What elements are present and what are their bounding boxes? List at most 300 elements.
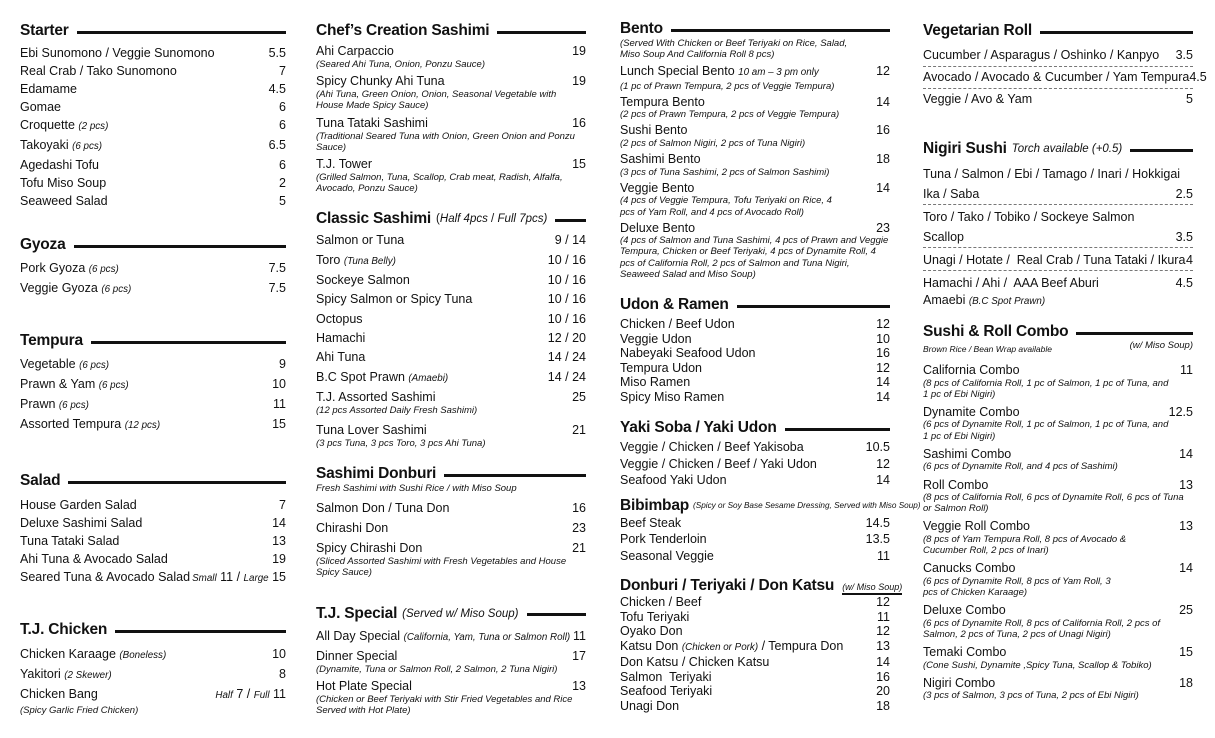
item-description: (12 pcs Assorted Daily Fresh Sashimi) xyxy=(316,404,478,416)
item-price: 4.5 xyxy=(1189,70,1207,84)
item-description: (6 pcs of Dynamite Roll, and 4 pcs of Sashimi) xyxy=(923,461,1118,473)
item-price: 10 xyxy=(272,377,286,391)
item-price: 6.5 xyxy=(268,138,286,152)
item-price: 11 xyxy=(220,570,234,584)
item-note: (Boneless) xyxy=(119,650,167,661)
item-description: (Chicken or Beef Teriyaki with Stir Fried Vegetables and Rice Served with Hot Plate) xyxy=(316,693,573,717)
item-description: (3 pcs Tuna, 3 pcs Toro, 3 pcs Ahi Tuna) xyxy=(316,438,486,449)
section-subtitle: Brown Rice / Bean Wrap available xyxy=(923,344,1052,354)
item-price: 12 xyxy=(876,456,890,471)
section-header xyxy=(923,140,1193,158)
item-name: Veggie Gyoza xyxy=(20,281,98,295)
item-name: Tuna Lover Sashimi xyxy=(316,423,427,437)
item-name: Cucumber / Asparagus / Oshinko / Kanpyo xyxy=(923,48,1160,62)
item-price: 7.5 xyxy=(268,261,286,275)
section-rule xyxy=(671,29,890,32)
section-rule xyxy=(74,245,286,248)
size-label: Small xyxy=(192,573,217,584)
item-note: (Tuna Belly) xyxy=(343,255,396,267)
item-price: 13 xyxy=(876,638,890,653)
menu-item xyxy=(20,136,286,156)
item-price: 14 xyxy=(1179,446,1193,461)
item-name: Katsu Don xyxy=(620,638,679,653)
item-note: (6 pcs) xyxy=(79,360,110,371)
menu-item xyxy=(20,156,286,174)
menu-item xyxy=(20,514,286,532)
item-name: Seaweed Salad xyxy=(20,194,108,208)
menu-item xyxy=(20,645,286,665)
item-note: (12 pcs) xyxy=(124,420,161,431)
price-separator: / xyxy=(246,687,251,701)
menu-item xyxy=(20,532,286,550)
menu-item xyxy=(923,603,1193,640)
item-note: (2 Skewer) xyxy=(64,670,112,681)
menu-item xyxy=(20,395,286,415)
menu-item xyxy=(620,472,890,489)
item-price: 7 xyxy=(279,498,286,512)
item-price: 6 xyxy=(279,100,286,114)
section-title: Salad xyxy=(20,472,61,489)
section-rule xyxy=(1040,31,1193,34)
menu-item xyxy=(620,152,890,178)
item-name: Prawn & Yam xyxy=(20,377,96,391)
item-name: Sushi Bento xyxy=(620,123,688,138)
size-label: Large xyxy=(243,573,269,584)
item-price: 11 xyxy=(273,687,286,701)
item-name: Vegetable xyxy=(20,357,76,371)
item-name: Deluxe Combo xyxy=(923,603,1006,618)
item-price: 10 / 16 xyxy=(547,252,586,267)
item-description: (8 pcs of California Roll, 1 pc of Salmon, 1 pc of Tuna, and 1 pc of Ebi Nigiri) xyxy=(923,377,1169,400)
item-name: Octopus xyxy=(316,311,363,326)
note-label: Full xyxy=(497,213,516,226)
chicken-section xyxy=(20,621,286,716)
note-value: 7pcs) xyxy=(519,213,548,226)
item-name: Amaebi xyxy=(923,293,966,307)
menu-item xyxy=(923,405,1193,442)
section-header xyxy=(20,472,286,490)
item-price: 17 xyxy=(572,648,586,663)
note-value: 4pcs xyxy=(463,213,488,226)
menu-item xyxy=(620,346,890,361)
section-note: (Served w/ Miso Soup) xyxy=(402,607,519,620)
item-price: 14 xyxy=(876,473,890,488)
item-price: 14 / 24 xyxy=(547,369,586,384)
section-header xyxy=(620,296,890,314)
section-header xyxy=(620,496,921,515)
item-name: Edamame xyxy=(20,82,77,96)
menu-item xyxy=(620,221,890,280)
section-header xyxy=(620,20,890,38)
menu-item xyxy=(620,332,890,347)
item-price: 3.5 xyxy=(1175,230,1193,244)
item-price: 19 xyxy=(572,44,586,58)
item-name: Seafood Teriyaki xyxy=(620,684,713,699)
item-name: Spicy Salmon or Spicy Tuna xyxy=(316,292,473,307)
section-rule xyxy=(115,630,286,633)
section-rule xyxy=(737,305,890,308)
item-name: Ahi Tuna & Avocado Salad xyxy=(20,552,168,566)
item-name: Chicken / Beef Udon xyxy=(620,317,735,332)
item-price: 25 xyxy=(572,389,586,404)
section-header xyxy=(620,577,903,595)
menu-item xyxy=(20,568,286,588)
item-price: 12 xyxy=(876,624,890,639)
item-name: Salmon Teriyaki xyxy=(620,669,712,684)
item-price: 14 xyxy=(876,389,890,404)
item-price: 10 / 16 xyxy=(547,292,586,307)
menu-column-4 xyxy=(923,22,1207,705)
item-name: Ahi Tuna xyxy=(316,350,366,365)
menu-item xyxy=(20,259,286,279)
menu-item xyxy=(316,43,586,70)
menu-item xyxy=(923,676,1193,702)
item-description: (6 pcs of Dynamite Roll, 1 pc of Salmon, 1 pc of Tuna, and 1 pc of Ebi Nigiri) xyxy=(923,419,1169,442)
section-header xyxy=(620,419,890,437)
item-name: Tofu Miso Soup xyxy=(20,176,107,190)
item-price: 7 xyxy=(279,64,286,78)
size-label: Full xyxy=(253,690,270,701)
menu-column-1 xyxy=(20,22,286,716)
item-price: 19 xyxy=(272,552,286,566)
item-note: (Amaebi) xyxy=(408,372,449,384)
menu-item xyxy=(923,164,1193,184)
item-price: 20 xyxy=(876,684,890,699)
item-name: Veggie / Avo & Yam xyxy=(923,92,1033,106)
item-name: Hot Plate Special xyxy=(316,678,412,693)
menu-item xyxy=(923,447,1193,473)
section-rule xyxy=(91,341,286,344)
item-price: 4.5 xyxy=(1175,276,1193,290)
item-price: 11 xyxy=(877,609,890,624)
item-price: 15 xyxy=(272,417,286,431)
note-label: Half xyxy=(439,213,461,226)
item-price: 12 xyxy=(876,360,890,375)
menu-item xyxy=(316,678,586,716)
menu-item xyxy=(620,548,890,565)
item-price: 13 xyxy=(272,534,286,548)
item-name: Croquette xyxy=(20,118,75,132)
menu-item xyxy=(316,310,586,329)
item-description: (2 pcs of Salmon Nigiri, 2 pcs of Tuna Nigiri) xyxy=(620,137,806,149)
section-title: Yaki Soba / Yaki Udon xyxy=(620,419,777,437)
menu-item xyxy=(620,639,890,656)
item-description: (4 pcs of Veggie Tempura, Tofu Teriyaki on Rice, 4 pcs of Yam Roll, and 4 pcs of Avocado Roll) xyxy=(620,195,832,218)
item-name: Nabeyaki Seafood Udon xyxy=(620,346,756,361)
section-header xyxy=(316,465,586,483)
vegetarian-roll-section xyxy=(923,22,1207,110)
item-description: (8 pcs of California Roll, 6 pcs of Dynamite Roll, 6 pcs of Tuna or Salmon Roll) xyxy=(923,492,1184,515)
item-name: Unagi / Hotate / Real Crab / Tuna Tataki / Ikura xyxy=(923,253,1186,267)
menu-item xyxy=(20,279,286,299)
item-price: 14.5 xyxy=(865,515,890,530)
item-note: (6 pcs) xyxy=(98,380,129,391)
section-rule xyxy=(555,219,586,222)
item-price: 10 xyxy=(876,331,890,346)
item-price: 12 xyxy=(876,64,890,78)
menu-item xyxy=(20,62,286,80)
item-name: Roll Combo xyxy=(923,477,989,492)
item-name: Deluxe Sashimi Salad xyxy=(20,516,143,530)
menu-item xyxy=(20,174,286,192)
menu-item xyxy=(316,271,586,290)
item-price: 11 xyxy=(1180,363,1193,377)
item-description: (Traditional Seared Tuna with Onion, Green Onion and Ponzu Sauce) xyxy=(316,130,575,153)
item-name: Takoyaki xyxy=(20,138,69,152)
menu-item xyxy=(923,293,1193,309)
menu-item xyxy=(923,363,1193,400)
item-name: Oyako Don xyxy=(620,624,683,639)
item-name: Chirashi Don xyxy=(316,521,389,536)
menu-item xyxy=(316,348,586,367)
item-description: (Cone Sushi, Dynamite ,Spicy Tuna, Scallop & Tobiko) xyxy=(923,659,1152,671)
item-price: 7.5 xyxy=(268,281,286,295)
item-price: 23 xyxy=(572,521,586,536)
item-price: 4.5 xyxy=(268,82,286,96)
item-name: Seasonal Veggie xyxy=(620,548,714,563)
section-rule xyxy=(77,31,286,34)
starter-section xyxy=(20,22,286,210)
section-rule xyxy=(68,481,286,484)
item-price: 14 xyxy=(876,375,890,390)
item-description: (3 pcs of Salmon, 3 pcs of Tuna, 2 pcs of Ebi Nigiri) xyxy=(923,690,1139,702)
item-name: Salmon Don / Tuna Don xyxy=(316,501,450,516)
menu-item xyxy=(620,375,890,390)
section-title: T.J. Chicken xyxy=(20,621,108,638)
item-name: Prawn xyxy=(20,397,56,411)
item-price: 9 / 14 xyxy=(554,233,586,248)
menu-item xyxy=(620,624,890,639)
menu-item xyxy=(620,390,890,405)
item-name: T.J. Tower xyxy=(316,157,373,172)
section-header xyxy=(20,236,286,254)
item-name: Tuna / Salmon / Ebi / Tamago / Inari / Hokkigai xyxy=(923,167,1181,181)
item-price: 16 xyxy=(876,346,890,361)
item-name: Sashimi Bento xyxy=(620,152,701,167)
menu-item xyxy=(316,290,586,309)
menu-item xyxy=(620,361,890,376)
item-name-suffix: / Tempura Don xyxy=(761,638,844,653)
menu-item xyxy=(316,329,586,348)
item-price: 15 xyxy=(272,570,286,584)
menu-item xyxy=(620,610,890,625)
item-price: 21 xyxy=(572,423,586,437)
item-price: 14 xyxy=(1179,561,1193,576)
item-description: (Grilled Salmon, Tuna, Scallop, Crab meat, Radish, Alfalfa, Avocado, Ponzu Sauce) xyxy=(316,172,563,195)
item-note: (6 pcs) xyxy=(58,400,89,411)
item-price: 11 xyxy=(273,397,286,411)
menu-item xyxy=(620,456,890,473)
item-name: Miso Ramen xyxy=(620,375,691,390)
item-name: Yakitori xyxy=(20,667,61,681)
section-note: (w/ Miso Soup) xyxy=(1129,340,1193,351)
item-name: Chicken Bang xyxy=(20,687,98,701)
menu-item xyxy=(620,64,890,92)
menu-item xyxy=(923,45,1193,67)
item-name: Veggie Udon xyxy=(620,331,692,346)
section-title: T.J. Special xyxy=(316,604,398,622)
item-price: 7 xyxy=(236,687,244,701)
item-price: 12 xyxy=(876,595,890,610)
item-description: (Dynamite, Tuna or Salmon Roll, 2 Salmon, 2 Tuna Nigiri) xyxy=(316,663,558,675)
section-header xyxy=(923,22,1193,40)
menu-item xyxy=(620,439,890,456)
menu-item xyxy=(20,550,286,568)
item-name: Spicy Chirashi Don xyxy=(316,541,423,556)
menu-item xyxy=(20,116,286,136)
item-description: (3 pcs of Tuna Sashimi, 2 pcs of Salmon Sashimi) xyxy=(620,166,830,178)
menu-item xyxy=(923,227,1193,248)
item-note: (6 pcs) xyxy=(101,284,132,295)
section-header xyxy=(316,210,586,228)
item-name: Chicken Karaage xyxy=(20,647,116,661)
item-name: Agedashi Tofu xyxy=(20,158,99,172)
size-label: Half xyxy=(215,690,233,701)
item-price: 13 xyxy=(572,678,586,693)
item-name: California Combo xyxy=(923,363,1020,377)
item-name: Pork Tenderloin xyxy=(620,532,707,547)
menu-item xyxy=(20,665,286,685)
item-name: Tempura Udon xyxy=(620,360,702,375)
item-name: T.J. Assorted Sashimi xyxy=(316,389,436,404)
item-price: 14 xyxy=(876,180,890,195)
section-title: Donburi / Teriyaki / Don Katsu xyxy=(620,577,835,595)
item-price: 14 xyxy=(876,94,890,109)
salad-section xyxy=(20,472,286,588)
item-price: 11 xyxy=(573,628,586,643)
menu-item xyxy=(620,699,890,714)
item-description: (6 pcs of Dynamite Roll, 8 pcs of Yam Roll, 3 pcs of Chicken Karaage) xyxy=(923,575,1111,599)
item-price: 15 xyxy=(1179,645,1193,660)
menu-item xyxy=(316,368,586,388)
note-open: ( xyxy=(436,213,440,226)
section-header xyxy=(923,323,1193,341)
item-name: Unagi Don xyxy=(620,698,680,713)
item-price: 2.5 xyxy=(1175,187,1193,201)
section-title: Bibimbap xyxy=(620,496,690,514)
item-price: 8 xyxy=(279,667,286,681)
item-price: 5 xyxy=(1186,92,1193,106)
item-note: (Chicken or Pork) xyxy=(681,641,759,653)
item-price: 9 xyxy=(279,357,286,371)
section-title: Tempura xyxy=(20,332,83,349)
item-price: 16 xyxy=(876,123,890,138)
item-name: Avocado / Avocado & Cucumber / Yam Tempura xyxy=(923,70,1190,84)
item-price: 13.5 xyxy=(865,532,890,547)
item-price: 10 / 16 xyxy=(547,273,586,288)
item-note: (B.C Spot Prawn) xyxy=(968,296,1046,307)
menu-item xyxy=(923,645,1193,671)
menu-item xyxy=(620,655,890,670)
menu-item xyxy=(20,415,286,435)
menu-item xyxy=(20,496,286,514)
section-header xyxy=(20,621,286,639)
item-name: Assorted Tempura xyxy=(20,417,122,431)
menu-item xyxy=(620,670,890,685)
item-name: House Garden Salad xyxy=(20,498,137,512)
menu-item xyxy=(20,80,286,98)
item-name: Veggie Bento xyxy=(620,180,695,195)
section-rule xyxy=(527,613,587,616)
section-title: Classic Sashimi xyxy=(316,210,432,228)
menu-item xyxy=(20,44,286,62)
item-description: (2 pcs of Prawn Tempura, 2 pcs of Veggie Tempura) xyxy=(620,109,840,121)
section-title: Nigiri Sushi xyxy=(923,140,1007,157)
menu-item xyxy=(316,389,586,416)
section-header xyxy=(316,22,586,40)
classic-section xyxy=(316,210,586,449)
menu-item xyxy=(620,515,890,532)
item-price: 18 xyxy=(876,152,890,167)
item-price: 13 xyxy=(1179,477,1193,492)
item-name: All Day Special xyxy=(316,628,401,643)
bento-section xyxy=(620,20,890,280)
nigiri-section xyxy=(923,140,1193,309)
special-section xyxy=(316,605,586,717)
item-description: (6 pcs of Dynamite Roll, 8 pcs of California Roll, 2 pcs of Salmon, 2 pcs of Tuna, 2 pcs of Unagi Nigiri) xyxy=(923,617,1161,640)
menu-item xyxy=(923,478,1193,515)
item-name: Pork Gyoza xyxy=(20,261,86,275)
item-name: Nigiri Combo xyxy=(923,675,996,690)
menu-item xyxy=(923,207,1193,227)
item-price: 2 xyxy=(279,176,286,190)
menu-item xyxy=(20,192,286,210)
section-title: Sushi & Roll Combo xyxy=(923,323,1069,340)
section-rule xyxy=(1130,149,1193,152)
item-price: 5 xyxy=(279,194,286,208)
menu-item xyxy=(20,685,286,705)
item-name: Scallop xyxy=(923,230,964,244)
item-name: Spicy Chunky Ahi Tuna xyxy=(316,74,445,89)
item-price: 10 xyxy=(272,647,286,661)
menu-item xyxy=(620,684,890,699)
item-description: (Ahi Tuna, Green Onion, Onion, Seasonal Vegetable with House Made Spicy Sauce) xyxy=(316,89,557,112)
menu-item xyxy=(620,181,890,218)
item-name: Tuna Tataki Salad xyxy=(20,534,120,548)
item-name: Veggie Roll Combo xyxy=(923,519,1031,534)
section-title: Sashimi Donburi xyxy=(316,465,437,483)
item-description: (4 pcs of Salmon and Tuna Sashimi, 4 pcs of Prawn and Veggie Tempura, Chicken or Beef Teriyaki, 4 pcs of Dynamite Roll, 4 pcs of California Roll, 2 pcs of Salmon and Tuna Nigiri, Seaweed Salad and Miso Soup) xyxy=(620,235,889,280)
item-price: 18 xyxy=(1179,675,1193,690)
menu-item xyxy=(923,561,1193,598)
menu-item xyxy=(620,95,890,121)
section-title: Starter xyxy=(20,22,69,39)
item-name: Ebi Sunomono / Veggie Sunomono xyxy=(20,46,215,60)
item-name: Sockeye Salmon xyxy=(316,273,410,288)
item-name: Temaki Combo xyxy=(923,645,1007,660)
item-name: Seafood Yaki Udon xyxy=(620,473,727,488)
item-name: B.C Spot Prawn xyxy=(316,369,405,384)
item-price: 18 xyxy=(876,698,890,713)
item-price: 10.5 xyxy=(865,440,890,455)
note-separator: / xyxy=(491,213,495,226)
item-name: Seared Tuna & Avocado Salad xyxy=(20,570,191,584)
item-name: Chicken / Beef xyxy=(620,595,702,610)
item-price: 15 xyxy=(572,157,586,172)
section-rule xyxy=(497,31,586,34)
item-note: (2 pcs) xyxy=(78,121,109,132)
item-price: 12 / 20 xyxy=(547,330,586,345)
section-note: (w/ Miso Soup) xyxy=(842,582,902,595)
item-name: Deluxe Bento xyxy=(620,220,696,235)
yaki-section xyxy=(620,419,890,489)
item-name: Don Katsu / Chicken Katsu xyxy=(620,655,770,670)
item-description: (1 pc of Prawn Tempura, 2 pcs of Veggie Tempura) xyxy=(620,80,835,92)
item-price: 6 xyxy=(279,118,286,132)
menu-item xyxy=(20,98,286,116)
item-price: 16 xyxy=(572,501,586,516)
menu-item xyxy=(316,422,586,449)
